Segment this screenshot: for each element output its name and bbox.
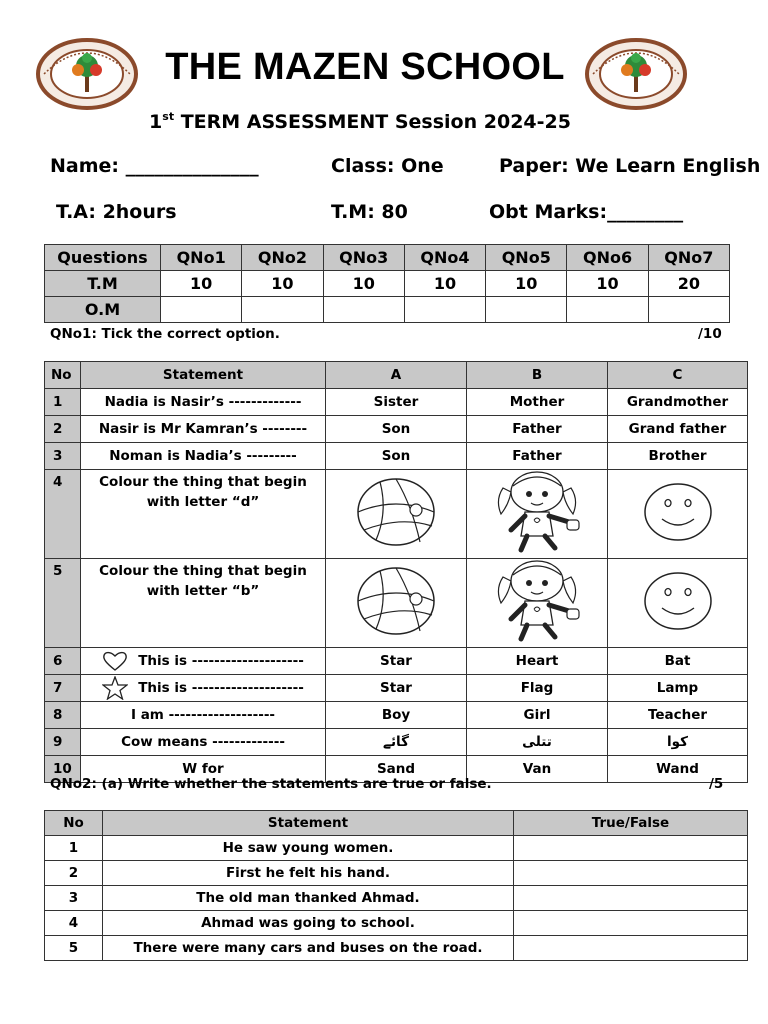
option-b[interactable] [467,470,608,559]
q1-table [44,361,748,783]
table-row [45,389,748,416]
statement: Noman is Nadia’s --------- [81,443,326,470]
row-label: T.M [45,271,161,297]
beach-ball-icon [354,476,438,548]
table-row [45,702,748,729]
doll-icon [489,470,585,554]
total-mark-cell: 10 [161,271,242,297]
option-a[interactable]: Son [326,416,467,443]
term-rest: TERM ASSESSMENT Session 2024-25 [174,111,571,133]
question-header: QNo7 [648,245,729,271]
beach-ball-icon [354,565,438,637]
school-logo-icon [36,38,138,110]
option-c[interactable]: کوا [608,729,748,756]
col-header: A [326,362,467,389]
total-mark-cell: 20 [648,271,729,297]
true-false-answer[interactable] [514,886,748,911]
questions-row [45,245,730,271]
option-c[interactable]: Teacher [608,702,748,729]
obtained-marks: Obt Marks:________ [489,201,684,223]
col-header: Statement [81,362,326,389]
row-label: O.M [45,297,161,323]
question-header: QNo4 [404,245,485,271]
row-number: 3 [45,443,81,470]
row-number: 9 [45,729,81,756]
option-b[interactable]: تتلی [467,729,608,756]
statement: He saw young women. [103,836,514,861]
statement: W for [81,756,326,783]
q2-heading: QNo2: (a) Write whether the statements are true or false. [50,776,492,792]
statement: Cow means ------------- [81,729,326,756]
option-b[interactable] [467,559,608,648]
question-header: QNo1 [161,245,242,271]
option-a[interactable]: Star [326,648,467,675]
option-b[interactable]: Girl [467,702,608,729]
table-row [45,936,748,961]
marks-summary-table [44,244,730,323]
q2-marks: /5 [709,776,724,792]
statement-line: Colour the thing that begin [99,563,307,579]
option-c[interactable]: Grandmother [608,389,748,416]
statement: Nasir is Mr Kamran’s -------- [81,416,326,443]
statement: Ahmad was going to school. [103,911,514,936]
heart-icon [102,650,128,672]
row-number: 2 [45,861,103,886]
statement [81,559,326,648]
statement-line: with letter “b” [146,583,260,599]
statement: I am ------------------- [81,702,326,729]
true-false-answer[interactable] [514,911,748,936]
assessment-title [0,110,720,133]
table-row [45,836,748,861]
smiley-face-icon [642,481,714,543]
obtained-mark-cell[interactable] [242,297,323,323]
statement [81,470,326,559]
time-allowed: T.A: 2hours [56,201,177,223]
col-header: No [45,811,103,836]
total-mark-cell: 10 [323,271,404,297]
star-icon [102,676,128,700]
col-header: Statement [103,811,514,836]
total-marks: T.M: 80 [331,201,408,223]
option-a[interactable]: گائے [326,729,467,756]
total-marks-row [45,271,730,297]
option-b[interactable]: Flag [467,675,608,702]
option-a[interactable] [326,559,467,648]
table-row [45,861,748,886]
table-row [45,470,748,559]
option-b[interactable]: Mother [467,389,608,416]
obtained-mark-cell[interactable] [404,297,485,323]
option-c[interactable]: Bat [608,648,748,675]
row-number: 5 [45,559,81,648]
total-mark-cell: 10 [404,271,485,297]
table-row [45,729,748,756]
statement [81,675,326,702]
q1-header-row [45,362,748,389]
row-number: 2 [45,416,81,443]
option-c[interactable]: Wand [608,756,748,783]
obtained-mark-cell[interactable] [648,297,729,323]
total-mark-cell: 10 [567,271,648,297]
row-label: Questions [45,245,161,271]
row-number: 4 [45,911,103,936]
row-number: 7 [45,675,81,702]
col-header: C [608,362,748,389]
obtained-mark-cell[interactable] [161,297,242,323]
q2-table [44,810,748,961]
table-row [45,886,748,911]
option-a[interactable]: Son [326,443,467,470]
smiley-face-icon [642,570,714,632]
row-number: 1 [45,836,103,861]
question-header: QNo2 [242,245,323,271]
table-row [45,416,748,443]
total-mark-cell: 10 [486,271,567,297]
option-a[interactable]: Sand [326,756,467,783]
option-a[interactable]: Sister [326,389,467,416]
option-a[interactable]: Boy [326,702,467,729]
option-b[interactable]: Van [467,756,608,783]
row-number: 6 [45,648,81,675]
question-header: QNo5 [486,245,567,271]
option-c[interactable] [608,559,748,648]
row-number: 4 [45,470,81,559]
row-number: 5 [45,936,103,961]
option-c[interactable] [608,470,748,559]
paper-label: Paper: We Learn English [499,155,761,177]
statement: Nadia is Nasir’s ------------- [81,389,326,416]
table-row [45,443,748,470]
name-field: Name: ______________ [50,155,259,177]
doll-icon [489,559,585,643]
col-header: B [467,362,608,389]
col-header: No [45,362,81,389]
row-number: 1 [45,389,81,416]
option-a[interactable] [326,470,467,559]
option-b[interactable]: Father [467,416,608,443]
option-b[interactable]: Heart [467,648,608,675]
table-row [45,648,748,675]
option-a[interactable]: Star [326,675,467,702]
statement: There were many cars and buses on the road. [103,936,514,961]
term-number: 1 [149,111,163,133]
total-mark-cell: 10 [242,271,323,297]
school-logo-icon [585,38,687,110]
true-false-answer[interactable] [514,836,748,861]
q1-marks: /10 [698,326,722,342]
statement [81,648,326,675]
option-b[interactable]: Father [467,443,608,470]
option-c[interactable]: Lamp [608,675,748,702]
obtained-mark-cell[interactable] [567,297,648,323]
q1-heading: QNo1: Tick the correct option. [50,326,280,342]
true-false-answer[interactable] [514,861,748,886]
row-number: 10 [45,756,81,783]
obtained-mark-cell[interactable] [486,297,567,323]
term-ordinal: st [162,110,175,123]
true-false-answer[interactable] [514,936,748,961]
statement: The old man thanked Ahmad. [103,886,514,911]
obtained-marks-row [45,297,730,323]
statement-line: with letter “d” [146,494,260,510]
class-label: Class: One [331,155,444,177]
statement-text: This is -------------------- [138,680,304,696]
table-row [45,675,748,702]
q2-header-row [45,811,748,836]
statement: First he felt his hand. [103,861,514,886]
table-row [45,559,748,648]
question-header: QNo3 [323,245,404,271]
school-title: THE MAZEN SCHOOL [165,46,565,88]
table-row [45,911,748,936]
option-c[interactable]: Brother [608,443,748,470]
statement-text: This is -------------------- [138,653,304,669]
statement-line: Colour the thing that begin [99,474,307,490]
col-header: True/False [514,811,748,836]
obtained-mark-cell[interactable] [323,297,404,323]
row-number: 3 [45,886,103,911]
option-c[interactable]: Grand father [608,416,748,443]
question-header: QNo6 [567,245,648,271]
row-number: 8 [45,702,81,729]
